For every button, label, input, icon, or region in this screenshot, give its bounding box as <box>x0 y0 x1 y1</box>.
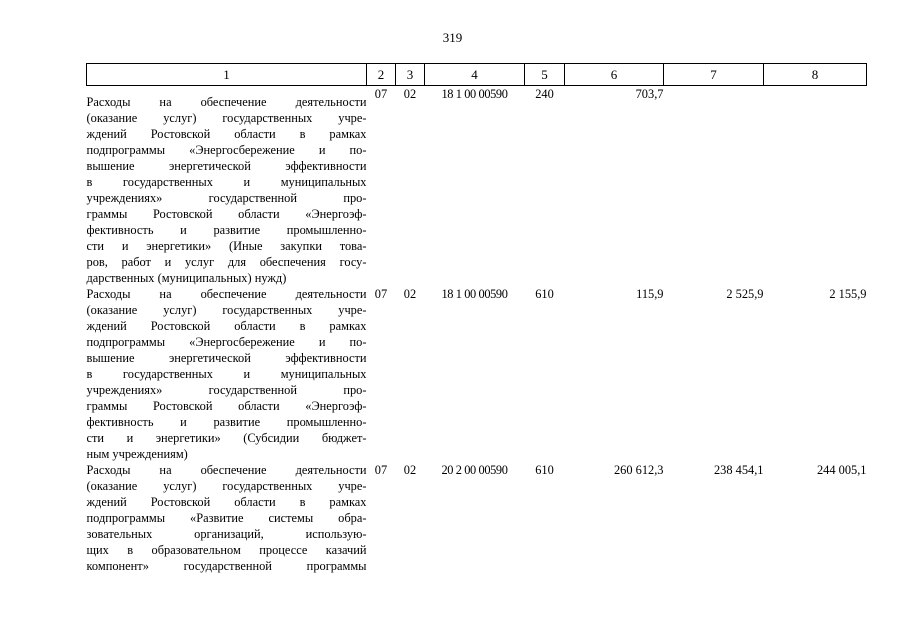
description-line: граммы Ростовской области «Энергоэф- <box>86 207 367 221</box>
header-col-1: 1 <box>87 64 367 86</box>
description-line: в государственных и муниципальных <box>86 367 367 381</box>
header-col-6: 6 <box>565 64 664 86</box>
row-description <box>87 462 367 574</box>
description-line: дарственных (муниципальных) нужд) <box>86 271 287 285</box>
header-col-3: 3 <box>396 64 425 86</box>
page-number: 319 <box>442 30 463 45</box>
description-line: (оказание услуг) государственных учре- <box>86 303 367 317</box>
header-row <box>87 64 867 86</box>
description-line: в государственных и муниципальных <box>86 175 367 189</box>
amount-year1-cell: 703,7 <box>635 87 664 101</box>
description-line: (оказание услуг) государственных учре- <box>86 111 367 125</box>
description-line: подпрограммы «Энергосбережение и по- <box>86 143 367 157</box>
csr-cell: 18 1 00 00590 <box>441 87 508 101</box>
description-line: Расходы на обеспечение деятельности <box>86 463 367 477</box>
description-line: граммы Ростовской области «Энергоэф- <box>86 399 367 413</box>
description-line: (оказание услуг) государственных учре- <box>86 479 367 493</box>
description-line: учреждениях» государственной про- <box>86 191 367 205</box>
vr-cell: 610 <box>535 463 554 477</box>
description-line: подпрограммы «Развитие системы обра- <box>86 511 367 525</box>
pr-cell: 02 <box>403 463 417 477</box>
amount-year3-cell: 244 005,1 <box>816 463 867 477</box>
description-line: ждений Ростовской области в рамках <box>86 319 367 333</box>
rz-cell: 07 <box>374 287 388 301</box>
description-line: сти и энергетики» (Субсидии бюджет- <box>86 431 367 445</box>
vr-cell: 240 <box>535 87 554 101</box>
description-line: фективность и развитие промышленно- <box>86 415 367 429</box>
rz-cell: 07 <box>374 463 388 477</box>
header-col-7: 7 <box>664 64 764 86</box>
amount-year2-cell: 238 454,1 <box>713 463 764 477</box>
description-line: подпрограммы «Энергосбережение и по- <box>86 335 367 349</box>
header-col-8: 8 <box>764 64 867 86</box>
vr-cell: 610 <box>535 287 554 301</box>
row-description <box>87 286 367 462</box>
header-col-5: 5 <box>525 64 565 86</box>
description-line: вышение энергетической эффективности <box>86 159 367 173</box>
description-line: ждений Ростовской области в рамках <box>86 127 367 141</box>
description-line: зовательных организаций, использую- <box>86 527 367 541</box>
description-line: ров, работ и услуг для обеспечения госу- <box>86 255 367 269</box>
header-col-4: 4 <box>425 64 525 86</box>
description-line: фективность и развитие промышленно- <box>86 223 367 237</box>
csr-cell: 20 2 00 00590 <box>441 463 508 477</box>
description-line: ным учреждениям) <box>86 447 188 461</box>
csr-cell: 18 1 00 00590 <box>441 287 508 301</box>
description-line: компонент» государственной программы <box>86 559 367 573</box>
amount-year3-cell <box>764 86 867 287</box>
amount-year2-cell: 2 525,9 <box>726 287 764 301</box>
rz-cell: 07 <box>374 87 388 101</box>
table-row <box>87 286 867 462</box>
description-line: ждений Ростовской области в рамках <box>86 495 367 509</box>
description-line: учреждениях» государственной про- <box>86 383 367 397</box>
row-description <box>87 86 367 287</box>
amount-year2-cell <box>664 86 764 287</box>
description-line: вышение энергетической эффективности <box>86 351 367 365</box>
amount-year1-cell: 115,9 <box>636 287 664 301</box>
description-line: щих в образовательном процессе казачий <box>86 543 367 557</box>
header-col-2: 2 <box>367 64 396 86</box>
table-row <box>87 462 867 574</box>
budget-table <box>86 63 867 574</box>
pr-cell: 02 <box>403 87 417 101</box>
description-line: Расходы на обеспечение деятельности <box>86 287 367 301</box>
amount-year3-cell: 2 155,9 <box>829 287 867 301</box>
description-line: сти и энергетики» (Иные закупки това- <box>86 239 367 253</box>
table-row <box>87 86 867 287</box>
pr-cell: 02 <box>403 287 417 301</box>
description-line: Расходы на обеспечение деятельности <box>86 95 367 109</box>
amount-year1-cell: 260 612,3 <box>613 463 664 477</box>
